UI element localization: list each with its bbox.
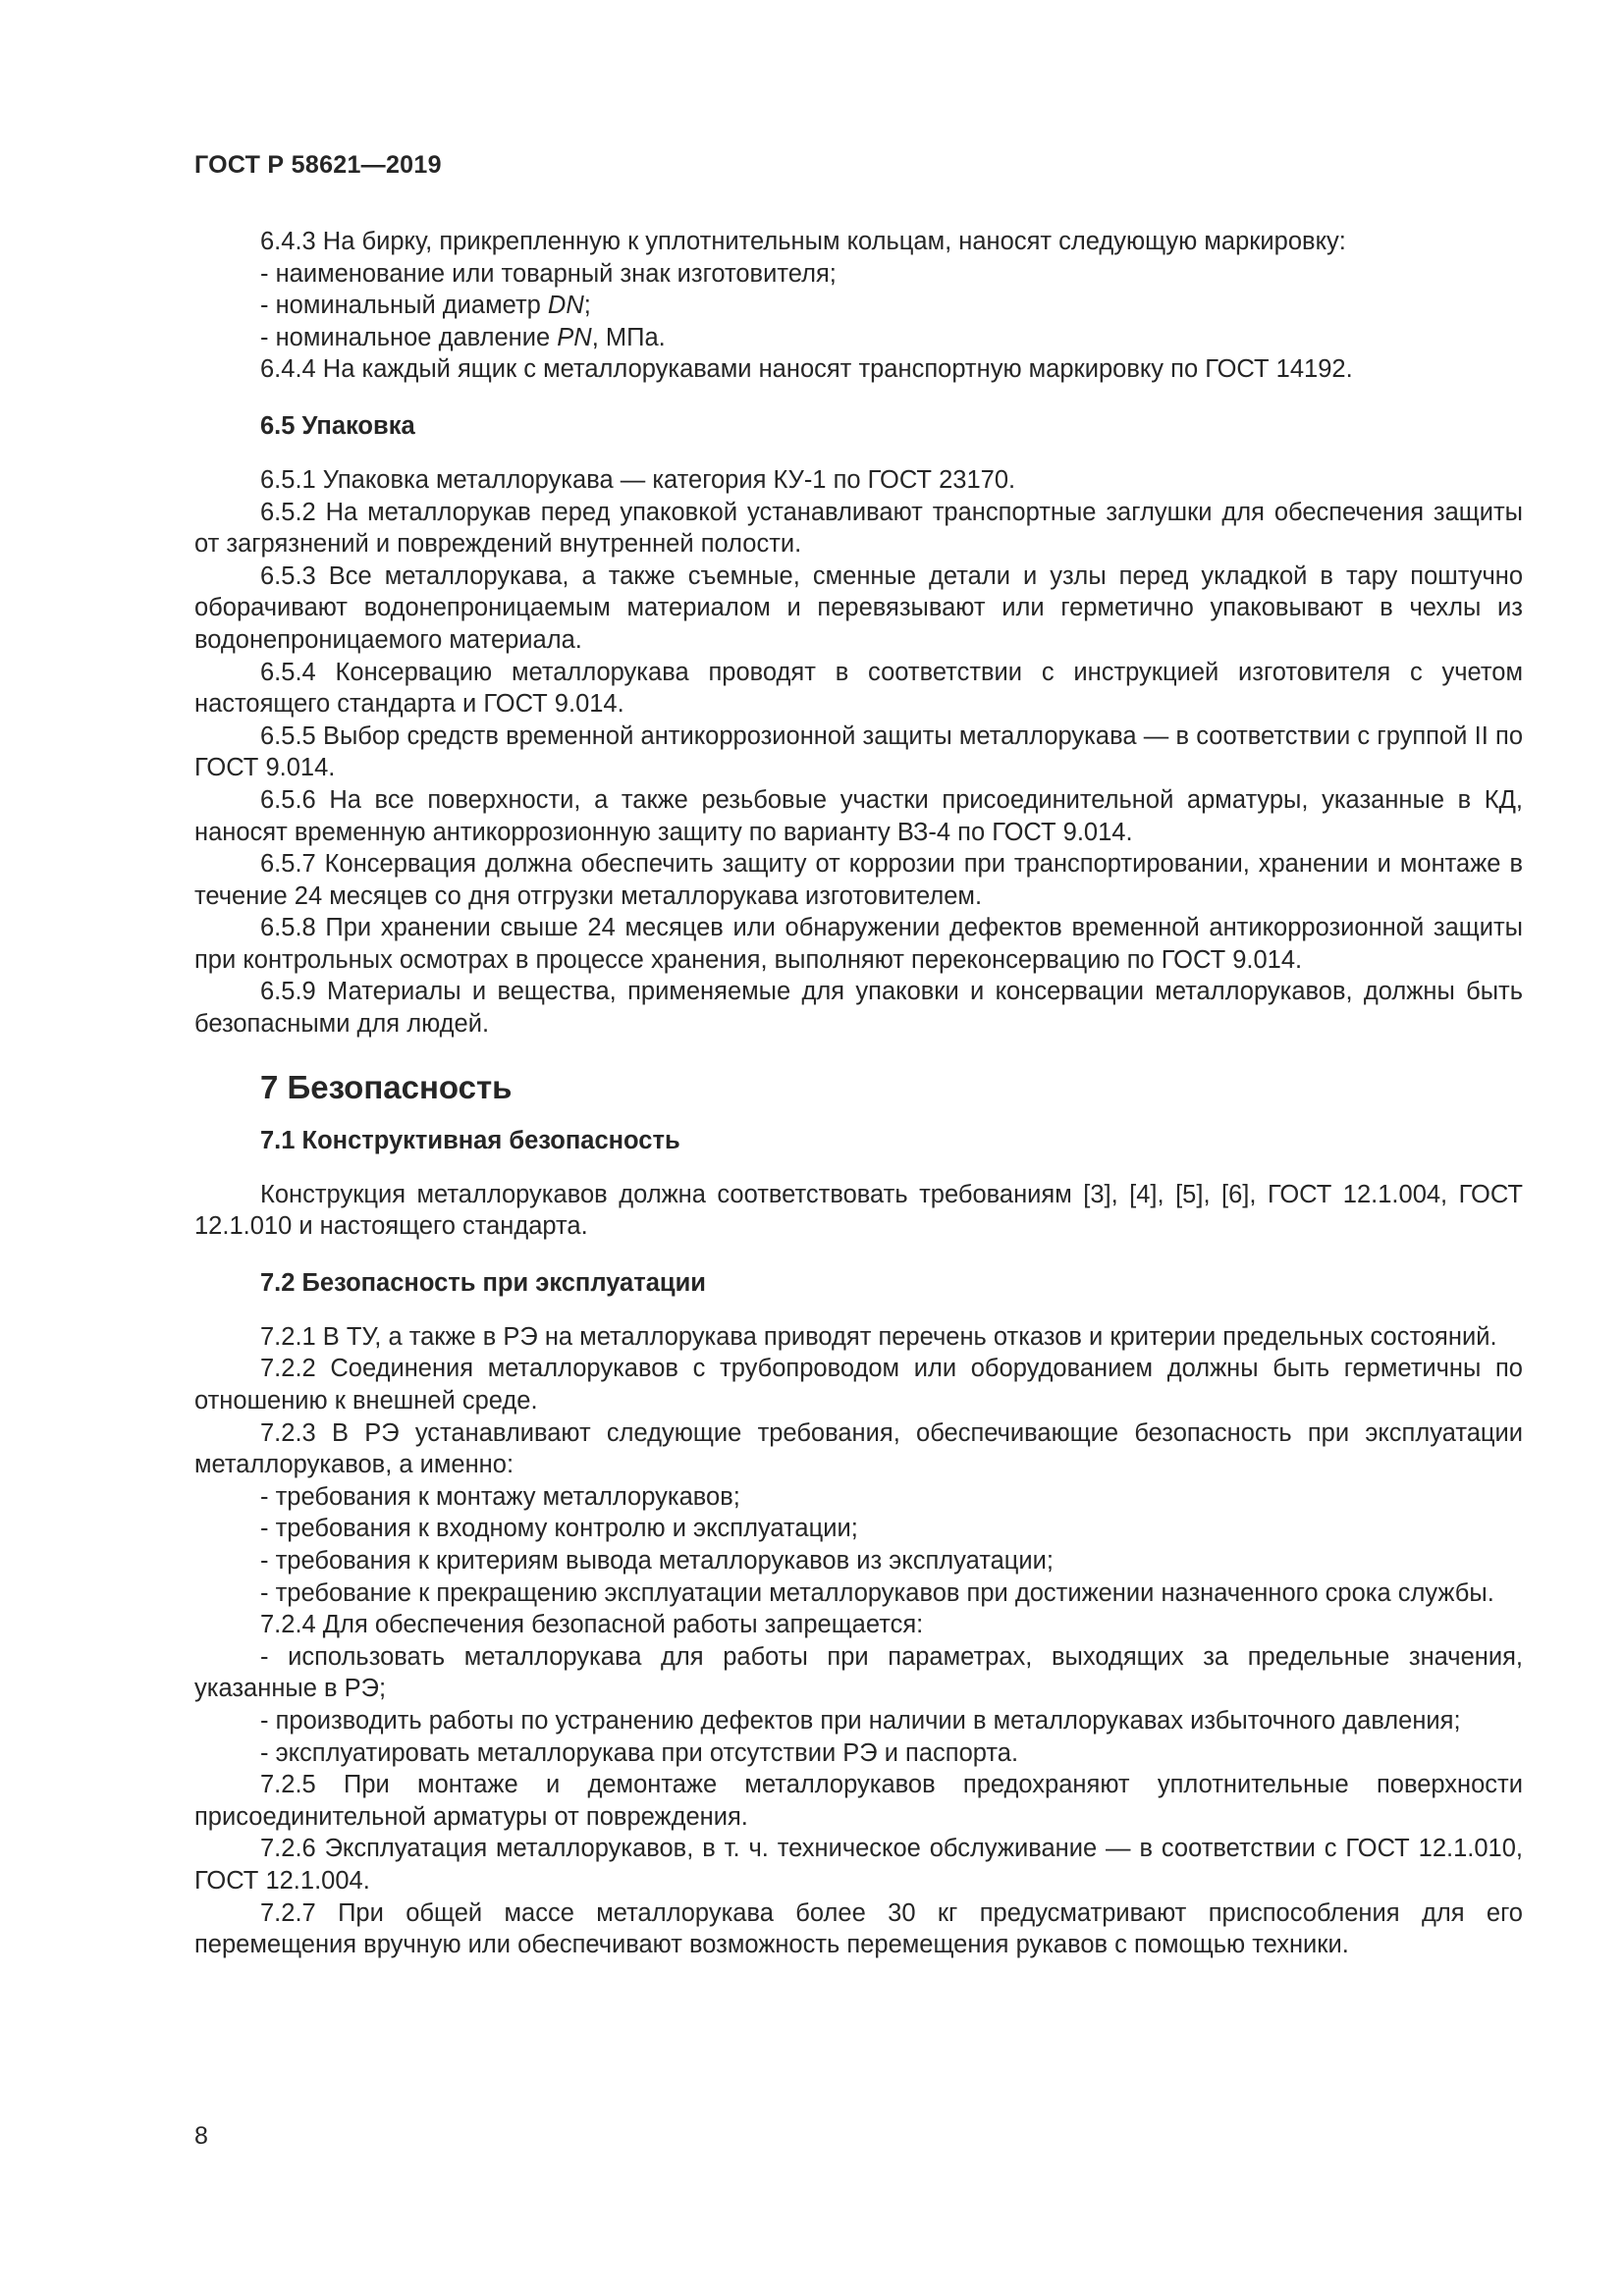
paragraph-6-5-9: 6.5.9 Материалы и вещества, применяемые для упаковки и консервации металлорукавов, должны быть безопасными для людей. <box>194 978 1523 1039</box>
list-item-no-documents: - эксплуатировать металлорукава при отсутствии РЭ и паспорта. <box>260 1738 1019 1767</box>
paragraph-6-5-8: 6.5.8 При хранении свыше 24 месяцев или обнаружении дефектов временной антикоррозионной защиты при контрольных осмотрах в процессе хранения, выполняют переконсервацию по ГОСТ 9.014. <box>194 914 1523 974</box>
paragraph-6-5-5: 6.5.5 Выбор средств временной антикоррозионной защиты металлорукава — в соответствии с группой II по ГОСТ 9.014. <box>194 721 1523 782</box>
heading-7-1: 7.1 Конструктивная безопасность <box>260 1126 680 1154</box>
symbol-pn: PN <box>557 323 592 351</box>
paragraph-6-5-7: 6.5.7 Консервация должна обеспечить защиту от коррозии при транспортировании, хранении и монтаже в течение 24 месяцев со дня отгрузки металлорукава изготовителем. <box>194 850 1523 910</box>
list-item-suffix: ; <box>583 292 591 320</box>
paragraph-7-2-2: 7.2.2 Соединения металлорукавов с трубопроводом или оборудованием должны быть герметичны по отношению к внешней среде. <box>194 1355 1523 1415</box>
paragraph-7-1: Конструкция металлорукавов должна соответствовать требованиям [3], [4], [5], [6], ГОСТ 12.1.004, ГОСТ 12.1.010 и настоящего стандарта. <box>194 1180 1523 1241</box>
list-item-nominal-pressure <box>194 322 1523 354</box>
document-id-header: ГОСТ Р 58621—2019 <box>194 151 442 179</box>
paragraph-6-5-1: 6.5.1 Упаковка металлорукава — категория КУ-1 по ГОСТ 23170. <box>260 465 1016 494</box>
paragraph-7-2-6: 7.2.6 Эксплуатация металлорукавов, в т. ч. техническое обслуживание — в соответствии с ГОСТ 12.1.010, ГОСТ 12.1.004. <box>194 1835 1523 1895</box>
list-item-limits: - использовать металлорукава для работы при параметрах, выходящих за предельные значения, указанные в РЭ; <box>194 1642 1523 1703</box>
list-item-text: - номинальное давление <box>260 323 558 351</box>
list-item-nominal-diameter <box>194 290 1523 322</box>
heading-7: 7 Безопасность <box>260 1068 513 1105</box>
list-item-manufacturer: - наименование или товарный знак изготовителя; <box>260 259 837 288</box>
paragraph-6-4-3: 6.4.3 На бирку, прикрепленную к уплотнительным кольцам, наносят следующую маркировку: <box>260 228 1346 255</box>
list-item-decommission-criteria: - требования к критериям вывода металлорукавов из эксплуатации; <box>260 1547 1054 1575</box>
page-number: 8 <box>194 2122 208 2150</box>
paragraph-6-5-4: 6.5.4 Консервацию металлорукава проводят в соответствии с инструкцией изготовителя с учетом настоящего стандарта и ГОСТ 9.014. <box>194 658 1523 719</box>
list-item-installation: - требования к монтажу металлорукавов; <box>260 1482 740 1511</box>
heading-7-2: 7.2 Безопасность при эксплуатации <box>260 1268 706 1297</box>
list-item-pressure-repair: - производить работы по устранению дефектов при наличии в металлорукавах избыточного давления; <box>260 1706 1461 1735</box>
list-item-inspection: - требования к входному контролю и эксплуатации; <box>260 1515 858 1543</box>
document-page <box>194 147 1523 1961</box>
list-item-service-life: - требование к прекращению эксплуатации металлорукавов при достижении назначенного срока службы. <box>260 1578 1494 1607</box>
paragraph-7-2-4: 7.2.4 Для обеспечения безопасной работы запрещается: <box>260 1611 924 1639</box>
heading-6-5: 6.5 Упаковка <box>260 411 415 440</box>
paragraph-6-5-2: 6.5.2 На металлорукав перед упаковкой устанавливают транспортные заглушки для обеспечения защиты от загрязнений и повреждений внутренней полости. <box>194 498 1523 559</box>
symbol-dn: DN <box>547 292 584 320</box>
paragraph-6-5-3: 6.5.3 Все металлорукава, а также съемные, сменные детали и узлы перед укладкой в тару поштучно оборачивают водонепроницаемым материалом и перевязывают или герметично упаковывают в чехлы из водонепроницаемого материала. <box>194 561 1523 654</box>
paragraph-7-2-3: 7.2.3 В РЭ устанавливают следующие требования, обеспечивающие безопасность при эксплуатации металлорукавов, а именно: <box>194 1418 1523 1479</box>
paragraph-6-4-4: 6.4.4 На каждый ящик с металлорукавами наносят транспортную маркировку по ГОСТ 14192. <box>260 355 1353 384</box>
paragraph-6-5-6: 6.5.6 На все поверхности, а также резьбовые участки присоединительной арматуры, указанные в КД, наносят временную антикоррозионную защиту по варианту ВЗ-4 по ГОСТ 9.014. <box>194 785 1523 846</box>
paragraph-7-2-1: 7.2.1 В ТУ, а также в РЭ на металлорукава приводят перечень отказов и критерии предельных состояний. <box>260 1322 1497 1351</box>
paragraph-7-2-5: 7.2.5 При монтаже и демонтаже металлорукавов предохраняют уплотнительные поверхности присоединительной арматуры от повреждения. <box>194 1771 1523 1831</box>
list-item-suffix: , МПа. <box>591 323 666 351</box>
list-item-text: - номинальный диаметр <box>260 292 548 320</box>
paragraph-7-2-7: 7.2.7 При общей массе металлорукава более 30 кг предусматривают приспособления для его перемещения вручную или обеспечивают возможность перемещения рукавов с помощью техники. <box>194 1898 1523 1959</box>
